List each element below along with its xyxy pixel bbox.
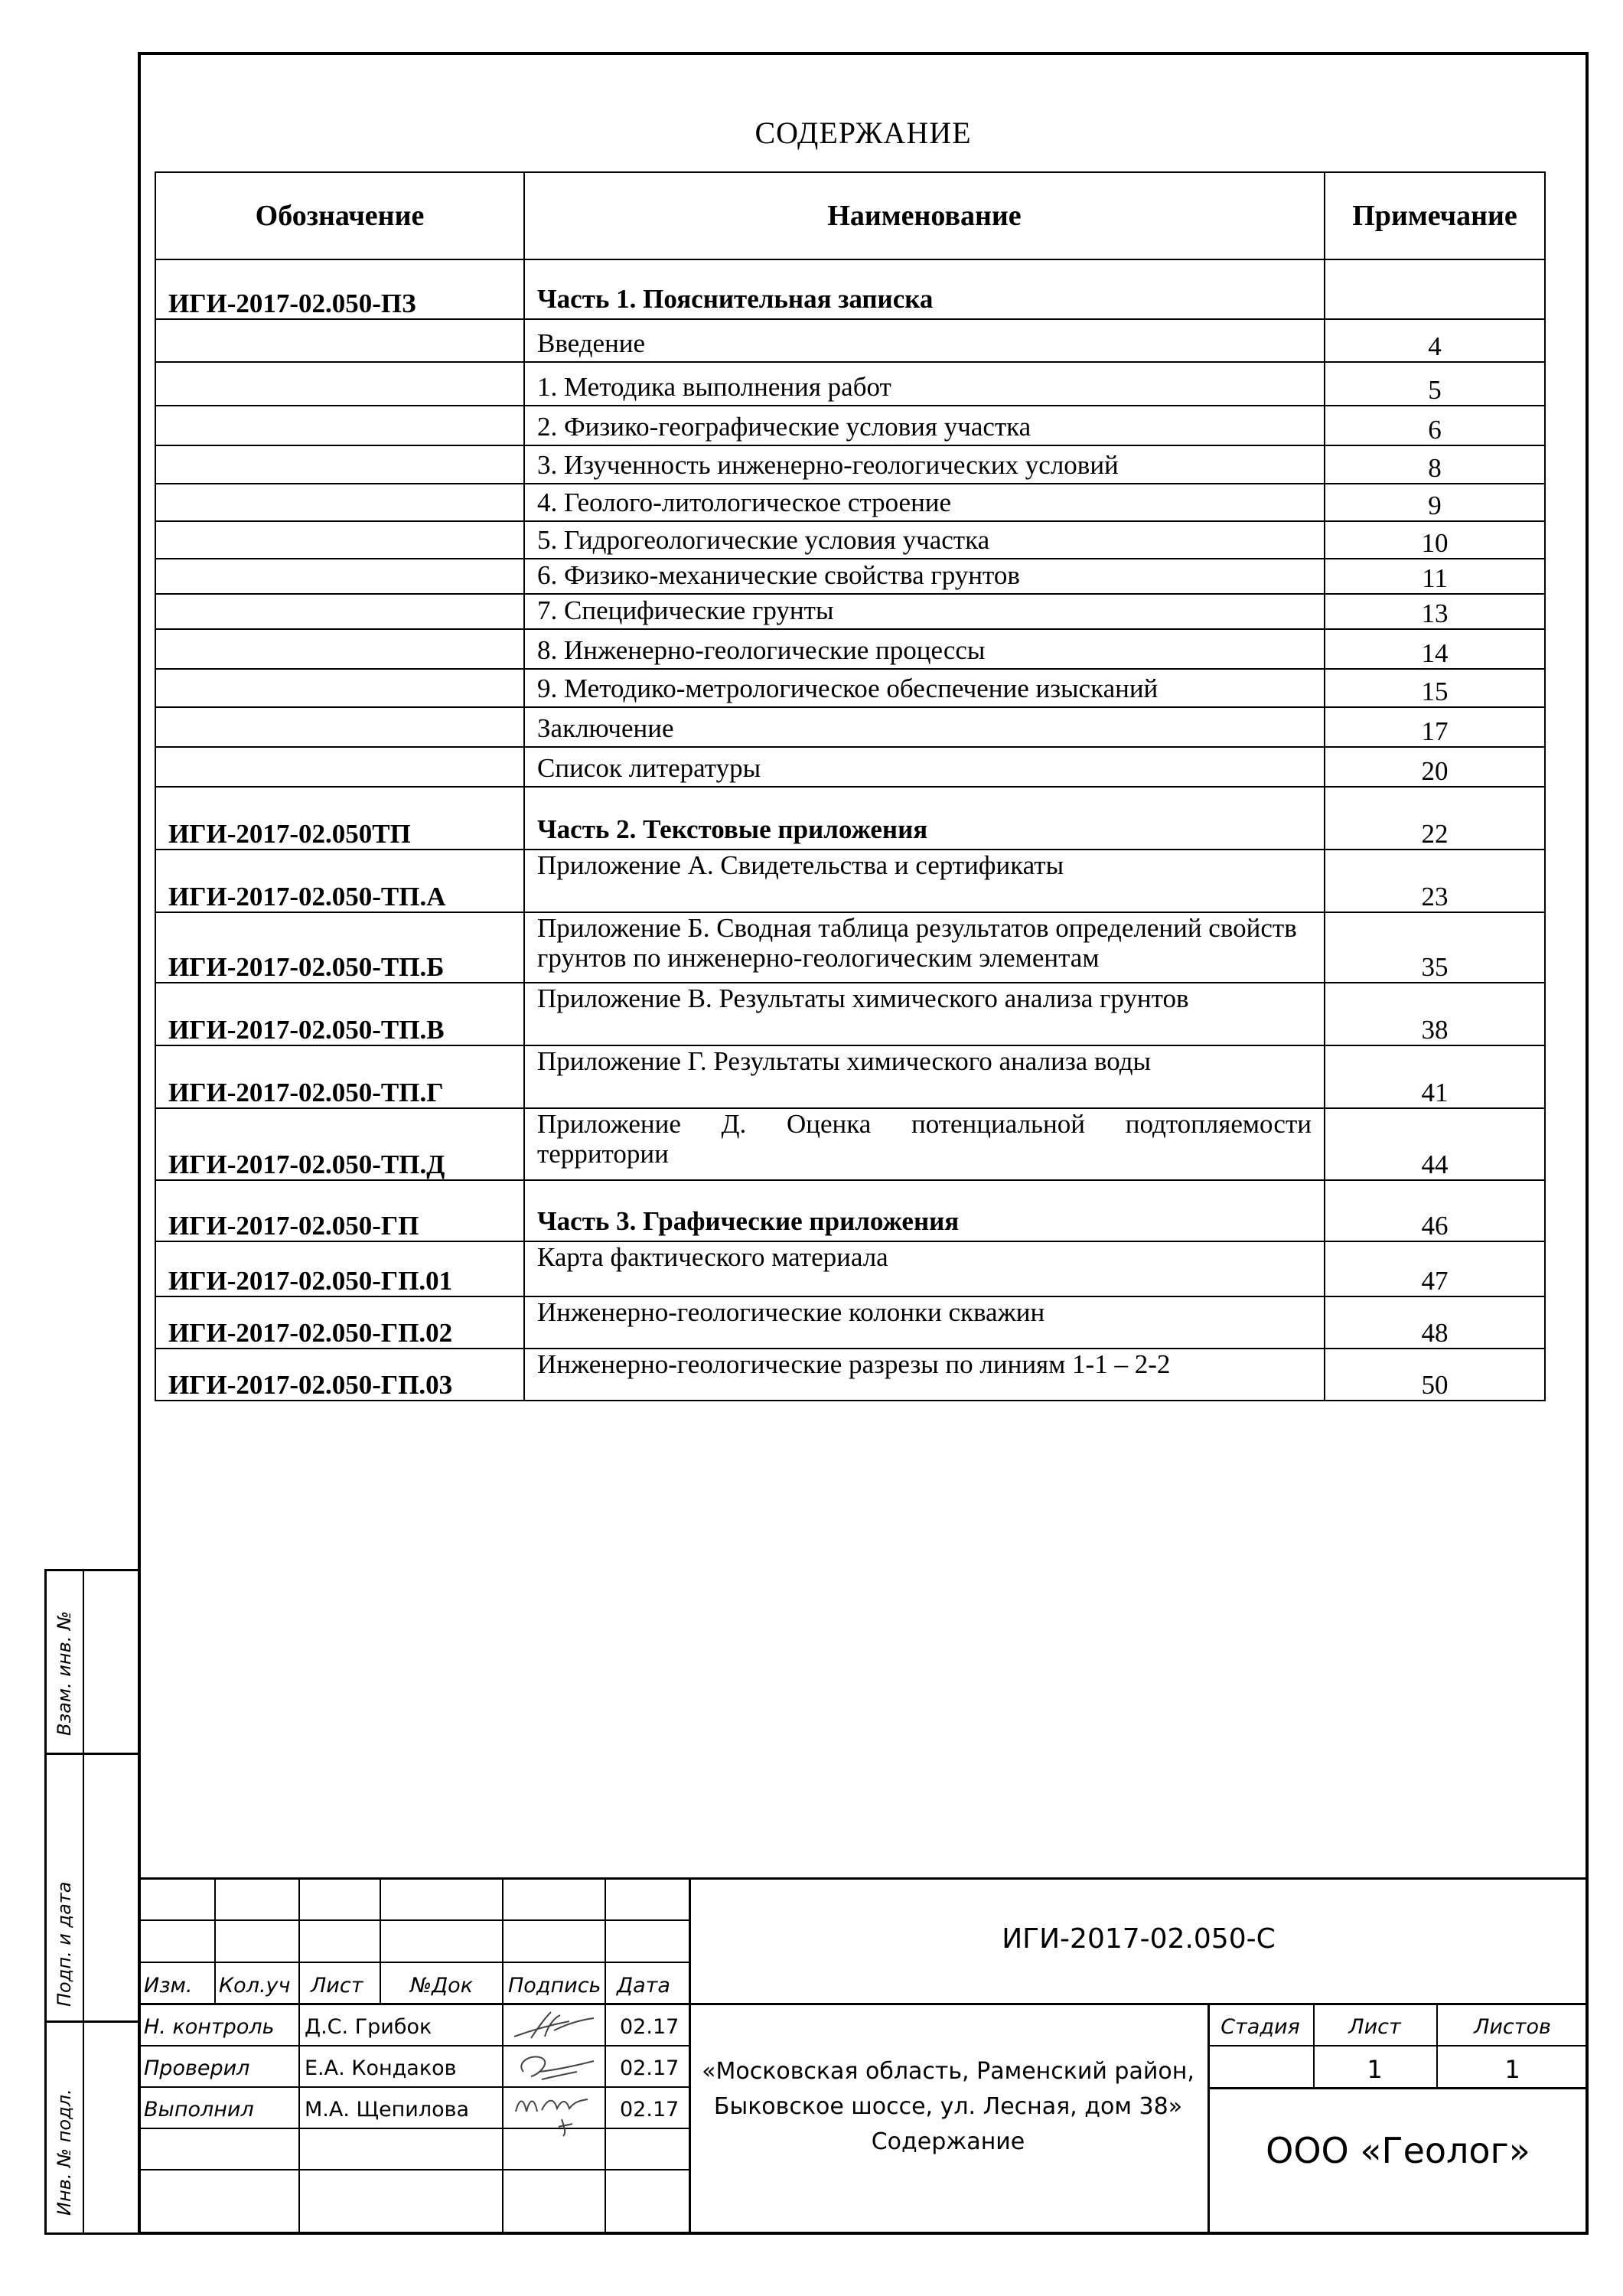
sheets-label: Листов bbox=[1474, 2015, 1551, 2039]
row-name: 2. Физико-географические условия участка bbox=[524, 406, 1325, 445]
binding-sep-2 bbox=[44, 2020, 138, 2023]
table-row bbox=[155, 521, 1545, 559]
row-page: 11 bbox=[1325, 559, 1545, 594]
signer-name-3: М.А. Щепилова bbox=[305, 2098, 470, 2122]
col-ndoc: №Док bbox=[410, 1974, 474, 1998]
row-name: Часть 3. Графические приложения bbox=[524, 1180, 1325, 1241]
table-row bbox=[155, 1296, 1545, 1349]
vzam-inv-label: Взам. инв. № bbox=[54, 1611, 75, 1736]
row-page: 46 bbox=[1325, 1180, 1545, 1241]
row-name: Приложение Г. Результаты химического анализа воды bbox=[524, 1045, 1325, 1108]
row-name: 6. Физико-механические свойства грунтов bbox=[524, 559, 1325, 594]
row-code: ИГИ-2017-02.050-ТП.Б bbox=[155, 912, 524, 983]
row-page: 15 bbox=[1325, 669, 1545, 707]
row-page: 47 bbox=[1325, 1241, 1545, 1296]
row-code bbox=[155, 362, 524, 406]
contents-table bbox=[155, 171, 1546, 1401]
signer-name-1: Д.С. Грибок bbox=[305, 2015, 432, 2039]
row-name: Часть 2. Текстовые приложения bbox=[524, 787, 1325, 850]
object-line-3: Содержание bbox=[871, 2128, 1025, 2155]
row-page: 41 bbox=[1325, 1045, 1545, 1108]
row-code bbox=[155, 669, 524, 707]
row-page: 8 bbox=[1325, 445, 1545, 484]
row-name: Приложение В. Результаты химического анализа грунтов bbox=[524, 983, 1325, 1045]
row-name: Введение bbox=[524, 319, 1325, 362]
row-page: 35 bbox=[1325, 912, 1545, 983]
row-page: 50 bbox=[1325, 1349, 1545, 1401]
table-row bbox=[155, 1180, 1545, 1241]
row-page: 44 bbox=[1325, 1108, 1545, 1180]
table-row bbox=[155, 1045, 1545, 1108]
signer-date-1: 02.17 bbox=[620, 2015, 680, 2039]
signer-name-2: Е.А. Кондаков bbox=[305, 2056, 457, 2080]
row-code bbox=[155, 594, 524, 629]
row-code: ИГИ-2017-02.050-ТП.А bbox=[155, 850, 524, 912]
col-kol: Кол.уч bbox=[219, 1974, 291, 1998]
row-code bbox=[155, 406, 524, 445]
row-code bbox=[155, 484, 524, 521]
row-page: 22 bbox=[1325, 787, 1545, 850]
table-header-row bbox=[155, 172, 1545, 259]
table-row bbox=[155, 406, 1545, 445]
signer-date-3: 02.17 bbox=[620, 2098, 680, 2122]
col-data: Дата bbox=[617, 1974, 670, 1998]
table-row bbox=[155, 747, 1545, 787]
row-name: Приложение А. Свидетельства и сертификаты bbox=[524, 850, 1325, 912]
podp-data-label: Подп. и дата bbox=[54, 1881, 75, 2007]
row-page: 9 bbox=[1325, 484, 1545, 521]
table-row bbox=[155, 259, 1545, 319]
table-row bbox=[155, 850, 1545, 912]
row-name: 3. Изученность инженерно-геологических условий bbox=[524, 445, 1325, 484]
header-code: Обозначение bbox=[155, 172, 524, 259]
table-row bbox=[155, 559, 1545, 594]
row-code: ИГИ-2017-02.050-ТП.Д bbox=[155, 1108, 524, 1180]
row-page: 13 bbox=[1325, 594, 1545, 629]
sheets-value: 1 bbox=[1504, 2055, 1520, 2084]
signer-date-2: 02.17 bbox=[620, 2056, 680, 2080]
row-page: 4 bbox=[1325, 319, 1545, 362]
object-line-2: Быковское шоссе, ул. Лесная, дом 38» bbox=[713, 2093, 1183, 2120]
binding-divider bbox=[83, 1569, 84, 2235]
table-row bbox=[155, 484, 1545, 521]
row-name: Приложение Б. Сводная таблица результатов определений свойств грунтов по инженерно-геологическим элементам bbox=[524, 912, 1325, 983]
role-vypolnil: Выполнил bbox=[144, 2098, 254, 2122]
signature-1 bbox=[508, 2007, 600, 2046]
row-page: 14 bbox=[1325, 629, 1545, 669]
table-row bbox=[155, 983, 1545, 1045]
row-name: 4. Геолого-литологическое строение bbox=[524, 484, 1325, 521]
object-line-1: «Московская область, Раменский район, bbox=[702, 2058, 1194, 2085]
header-note: Примечание bbox=[1325, 172, 1545, 259]
row-page: 6 bbox=[1325, 406, 1545, 445]
row-page: 5 bbox=[1325, 362, 1545, 406]
sheet-value: 1 bbox=[1367, 2055, 1383, 2084]
row-page: 17 bbox=[1325, 707, 1545, 747]
row-code bbox=[155, 747, 524, 787]
row-code bbox=[155, 559, 524, 594]
row-code: ИГИ-2017-02.050ТП bbox=[155, 787, 524, 850]
row-code bbox=[155, 629, 524, 669]
row-page: 48 bbox=[1325, 1296, 1545, 1349]
row-code bbox=[155, 319, 524, 362]
row-name: Карта фактического материала bbox=[524, 1241, 1325, 1296]
table-row bbox=[155, 707, 1545, 747]
row-code: ИГИ-2017-02.050-ПЗ bbox=[155, 259, 524, 319]
table-row bbox=[155, 912, 1545, 983]
binding-sep-1 bbox=[44, 1753, 138, 1755]
table-row bbox=[155, 362, 1545, 406]
table-row bbox=[155, 787, 1545, 850]
row-code bbox=[155, 445, 524, 484]
row-code: ИГИ-2017-02.050-ГП.01 bbox=[155, 1241, 524, 1296]
row-name: Часть 1. Пояснительная записка bbox=[524, 259, 1325, 319]
role-proveril: Проверил bbox=[144, 2056, 250, 2080]
table-row bbox=[155, 445, 1545, 484]
table-row bbox=[155, 669, 1545, 707]
row-name: Инженерно-геологические колонки скважин bbox=[524, 1296, 1325, 1349]
row-code: ИГИ-2017-02.050-ГП bbox=[155, 1180, 524, 1241]
row-name: 5. Гидрогеологические условия участка bbox=[524, 521, 1325, 559]
col-list: Лист bbox=[311, 1974, 363, 1998]
row-name: 9. Методико-метрологическое обеспечение изысканий bbox=[524, 669, 1325, 707]
stage-label: Стадия bbox=[1221, 2015, 1300, 2039]
row-page bbox=[1325, 259, 1545, 319]
row-name: Инженерно-геологические разрезы по линиям 1-1 – 2-2 bbox=[524, 1349, 1325, 1401]
row-page: 38 bbox=[1325, 983, 1545, 1045]
row-code bbox=[155, 521, 524, 559]
row-page: 23 bbox=[1325, 850, 1545, 912]
inv-podl-label: Инв. № подл. bbox=[54, 2089, 75, 2216]
page-title: СОДЕРЖАНИЕ bbox=[754, 116, 972, 150]
row-name: 8. Инженерно-геологические процессы bbox=[524, 629, 1325, 669]
table-row bbox=[155, 319, 1545, 362]
table-row bbox=[155, 1241, 1545, 1296]
sheet-label: Лист bbox=[1348, 2015, 1401, 2039]
row-code: ИГИ-2017-02.050-ТП.Г bbox=[155, 1045, 524, 1108]
col-podpis: Подпись bbox=[508, 1974, 601, 1998]
doc-code: ИГИ-2017-02.050-С bbox=[1002, 1923, 1276, 1955]
table-row bbox=[155, 629, 1545, 669]
col-izm: Изм. bbox=[144, 1974, 193, 1998]
row-name: Заключение bbox=[524, 707, 1325, 747]
row-page: 10 bbox=[1325, 521, 1545, 559]
row-name: 7. Специфические грунты bbox=[524, 594, 1325, 629]
signature-2 bbox=[508, 2049, 600, 2087]
organization-name: ООО «Геолог» bbox=[1266, 2130, 1530, 2171]
row-code: ИГИ-2017-02.050-ГП.03 bbox=[155, 1349, 524, 1401]
role-ncontrol: Н. контроль bbox=[144, 2015, 275, 2039]
title-block bbox=[138, 1877, 1589, 2235]
row-code: ИГИ-2017-02.050-ГП.02 bbox=[155, 1296, 524, 1349]
header-name: Наименование bbox=[524, 172, 1325, 259]
row-name: Приложение Д. Оценка потенциальной подтопляемости территории bbox=[524, 1108, 1325, 1180]
table-row bbox=[155, 594, 1545, 629]
signature-3 bbox=[508, 2089, 600, 2142]
row-code: ИГИ-2017-02.050-ТП.В bbox=[155, 983, 524, 1045]
table-row bbox=[155, 1108, 1545, 1180]
row-name: 1. Методика выполнения работ bbox=[524, 362, 1325, 406]
row-page: 20 bbox=[1325, 747, 1545, 787]
row-name: Список литературы bbox=[524, 747, 1325, 787]
table-row bbox=[155, 1349, 1545, 1401]
row-code bbox=[155, 707, 524, 747]
